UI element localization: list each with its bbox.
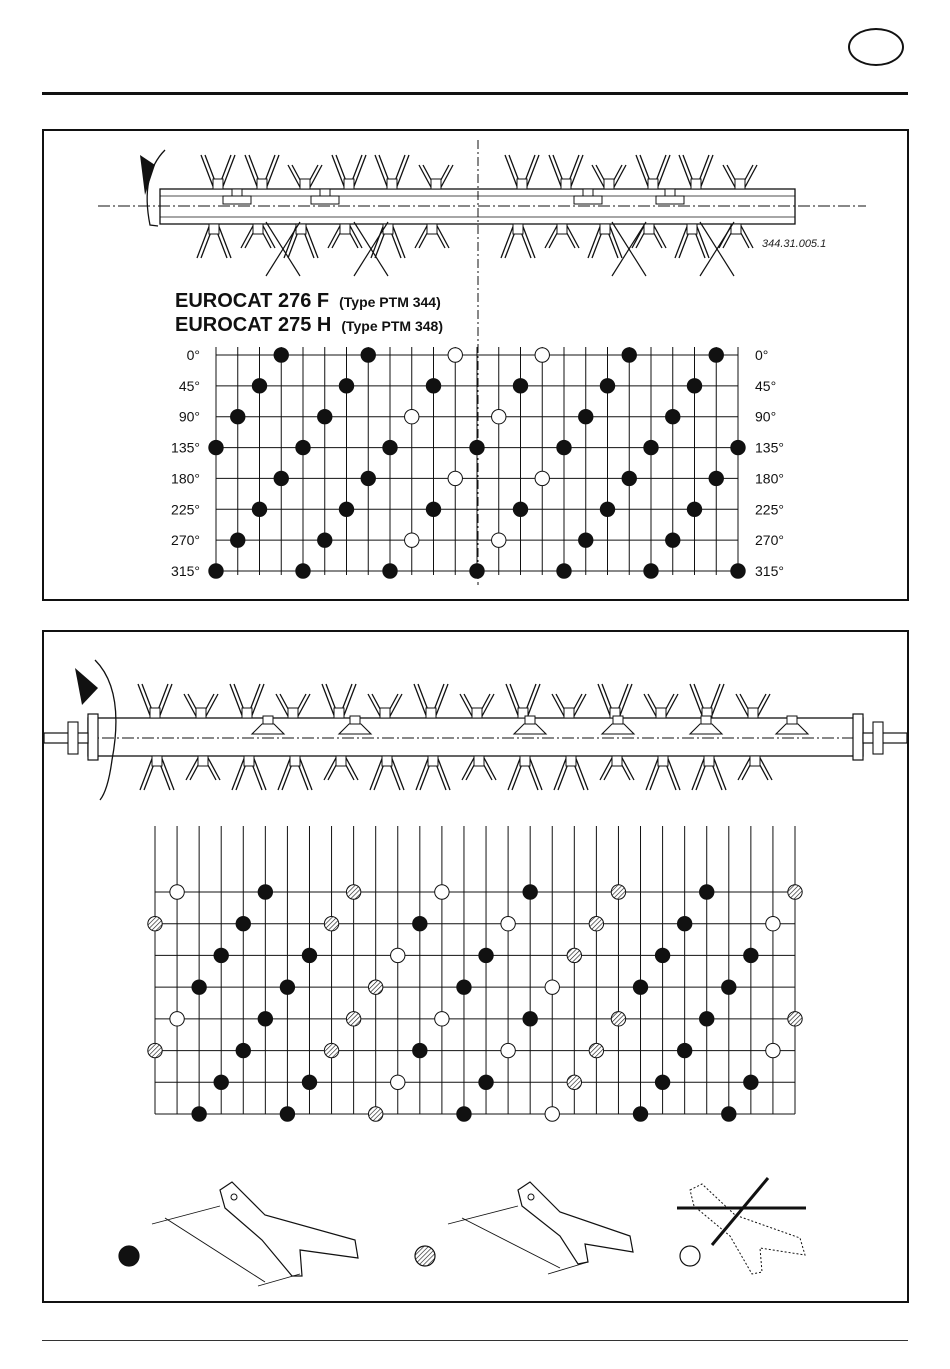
angle-label-left: 270° (171, 532, 200, 549)
model-type-2: (Type PTM 348) (341, 318, 443, 334)
tine-bolt-hole (528, 1194, 534, 1200)
model-name-2: EUROCAT 275 H (175, 314, 332, 336)
angle-label-right: 180° (755, 470, 784, 487)
legend-symbol-white (680, 1246, 700, 1266)
dimension-extension (548, 1262, 588, 1274)
angle-label-left: 0° (186, 347, 200, 363)
long-tine-illustration (220, 1182, 358, 1276)
dimension-extension (152, 1206, 220, 1224)
angle-label-left: 180° (171, 470, 200, 487)
angle-label-right: 270° (755, 532, 784, 549)
model-type-1: (Type PTM 344) (339, 294, 441, 310)
dimension-extension (448, 1206, 518, 1224)
cross-out-line (712, 1178, 768, 1245)
angle-label-left: 225° (171, 501, 200, 518)
model-name-1: EUROCAT 276 F (175, 290, 330, 312)
angle-label-left: 45° (178, 377, 200, 394)
legend-symbol-hatched (415, 1246, 435, 1266)
angle-label-left: 135° (171, 439, 200, 456)
angle-label-right: 0° (755, 347, 769, 363)
angle-label-right: 135° (755, 439, 784, 456)
drawing-reference: 344.31.005.1 (762, 238, 827, 250)
legend-symbol-black (119, 1246, 139, 1266)
short-tine-illustration (518, 1182, 633, 1264)
dimension-extension (258, 1274, 300, 1286)
tine-bolt-hole (231, 1194, 237, 1200)
angle-label-right: 45° (755, 377, 777, 394)
length-dimension-line (462, 1218, 560, 1268)
angle-label-left: 90° (178, 408, 200, 425)
angle-label-right: 225° (755, 501, 784, 518)
removed-tine-illustration (690, 1184, 805, 1274)
angle-label-right: 315° (755, 563, 784, 579)
angle-label-right: 90° (755, 408, 777, 425)
angle-label-left: 315° (171, 563, 200, 579)
